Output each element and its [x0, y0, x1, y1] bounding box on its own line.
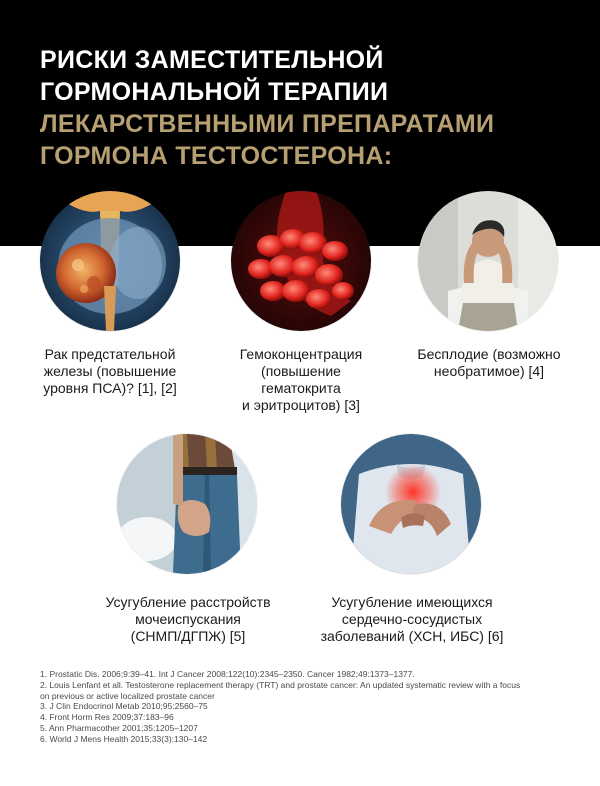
caption-line: (СНМП/ДГПЖ) [5]: [130, 628, 246, 644]
caption-line: (повышение: [261, 363, 341, 379]
caption-line: Усугубление расстройств: [105, 594, 271, 610]
reference-item: 2. Louis Lenfant et all. Testosterone replacement therapy (TRT) and prostate cancer: An updated systematic review with a focus: [40, 679, 521, 690]
caption-line: заболеваний (ХСН, ИБС) [6]: [320, 628, 504, 644]
reference-item: 4. Front Horm Res 2009;37:183–96: [40, 712, 174, 723]
caption-line: Рак предстательной: [44, 346, 176, 362]
reference-item: 5. Ann Pharmacother 2001;35:1205–1207: [40, 722, 198, 733]
reference-item: 6. World J Mens Health 2015;33(3):130–142: [40, 733, 208, 744]
references-list: [40, 669, 580, 745]
caption-line: и эритроцитов) [3]: [242, 397, 360, 413]
caption-line: железы (повышение: [43, 363, 177, 379]
prostate-tumor-image: [40, 191, 180, 331]
caption-line: Бесплодие (возможно: [417, 346, 561, 362]
caption-line: Гемоконцентрация: [239, 346, 363, 362]
caption-line: необратимое) [4]: [433, 363, 545, 379]
caption-line: Усугубление имеющихся: [331, 594, 493, 610]
urinary-urgency-image: [117, 434, 257, 574]
risk-caption-cardiovascular: [310, 594, 514, 645]
risk-caption-hemoconcentration: [210, 346, 392, 414]
chest-pain-image: [341, 434, 481, 574]
caption-line: гематокрита: [261, 380, 341, 396]
reference-item: 3. J Clin Endocrinol Metab 2010;95:2560–75: [40, 701, 208, 712]
red-blood-cells-image: [231, 191, 371, 331]
caption-line: уровня ПСА)? [1], [2]: [43, 380, 177, 396]
risk-caption-infertility: [404, 346, 574, 380]
risk-caption-urinary-disorders: [90, 594, 286, 645]
title-line-4: ГОРМОНА ТЕСТОСТЕРОНА:: [40, 142, 393, 170]
title-line-3: ЛЕКАРСТВЕННЫМИ ПРЕПАРАТАМИ: [40, 110, 495, 138]
distressed-man-image: [418, 191, 558, 331]
reference-item: on previous or active localized prostate cancer: [40, 690, 215, 701]
reference-item: 1. Prostatic Dis. 2006;9:39–41. Int J Cancer 2008;122(10):2345–2350. Cancer 1982;49:1373–1377.: [40, 669, 415, 679]
title-line-2: ГОРМОНАЛЬНОЙ ТЕРАПИИ: [40, 78, 389, 106]
caption-line: сердечно-сосудистых: [341, 611, 483, 627]
title-line-1: РИСКИ ЗАМЕСТИТЕЛЬНОЙ: [40, 46, 384, 74]
page-title: [40, 44, 580, 172]
caption-line: мочеиспускания: [135, 611, 241, 627]
risk-caption-prostate-cancer: [20, 346, 200, 397]
